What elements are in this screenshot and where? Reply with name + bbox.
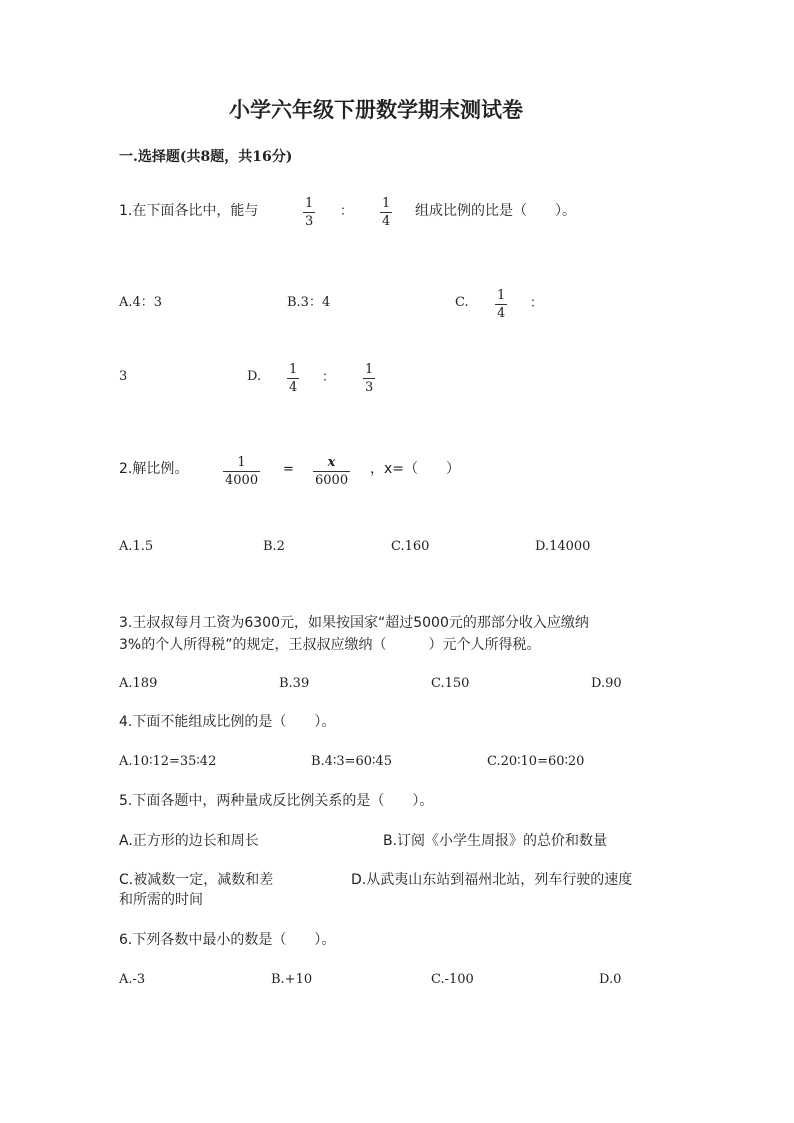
q1-option-d-label: D.	[247, 369, 262, 384]
q6-stem: 6.下列各数中最小的数是（ ）。	[119, 932, 336, 948]
q4-option-a[interactable]: A.10∶12=35∶42	[119, 754, 217, 769]
q3-option-d[interactable]: D.90	[591, 676, 622, 691]
q1-option-d-fraction-2	[363, 362, 375, 395]
q6-option-b[interactable]: B.+10	[271, 972, 313, 987]
q6-option-a[interactable]: A.-3	[119, 972, 146, 987]
page-title: 小学六年级下册数学期末测试卷	[229, 97, 523, 122]
q3-option-a[interactable]: A.189	[119, 676, 158, 691]
q1-option-c-label: C.	[455, 295, 469, 310]
q1-fraction-a-numerator: 1	[305, 196, 314, 211]
q1-option-c-colon: ：	[530, 296, 544, 311]
q1-option-d-numerator-2: 1	[365, 362, 374, 377]
q1-option-d-colon: ：	[322, 370, 336, 385]
q1-option-b[interactable]: B.3：4	[287, 295, 331, 310]
q1-option-c-fraction	[495, 288, 507, 321]
q5-option-c[interactable]: C.被减数一定，减数和差	[119, 872, 274, 888]
q2-stem: 2.解比例。	[119, 461, 189, 477]
q2-fraction-a-denominator: 4000	[225, 473, 259, 488]
q1-fraction-a-denominator: 3	[305, 214, 314, 229]
q5-option-d-line-2: 和所需的时间	[119, 892, 203, 908]
q4-stem: 4.下面不能组成比例的是（ ）。	[119, 714, 336, 730]
q3-stem-line-2: 3%的个人所得税”的规定，王叔叔应缴纳（ ）元个人所得税。	[119, 637, 541, 653]
q6-option-d[interactable]: D.0	[599, 972, 622, 987]
q2-fraction-a	[223, 455, 260, 488]
q1-stem-end: 组成比例的比是（ ）。	[415, 203, 576, 219]
q1-stem: 1.在下面各比中，能与	[119, 203, 259, 219]
q4-option-c[interactable]: C.20∶10=60∶20	[487, 754, 585, 769]
q1-fraction-b	[380, 196, 392, 229]
q2-option-a[interactable]: A.1.5	[119, 539, 154, 554]
q1-fraction-b-numerator: 1	[382, 196, 391, 211]
q5-stem: 5.下面各题中，两种量成反比例关系的是（ ）。	[119, 793, 434, 809]
q3-option-c[interactable]: C.150	[431, 676, 470, 691]
q6-option-c[interactable]: C.-100	[431, 972, 474, 987]
q1-option-c-numerator: 1	[497, 288, 506, 303]
q2-equals-sign: =	[283, 462, 294, 477]
q1-option-d-denominator-1: 4	[289, 380, 298, 395]
q1-fraction-b-denominator: 4	[382, 214, 391, 229]
section-heading: 一.选择题(共8题，共16分)	[119, 149, 293, 165]
q4-option-b[interactable]: B.4∶3=60∶45	[311, 754, 392, 769]
q5-option-a[interactable]: A.正方形的边长和周长	[119, 833, 259, 849]
q1-option-c-tail: 3	[119, 369, 128, 384]
q2-fraction-b	[313, 455, 350, 488]
q2-fraction-b-denominator: 6000	[315, 473, 349, 488]
q1-ratio-colon: ：	[340, 204, 354, 219]
q1-option-a[interactable]: A.4：3	[119, 295, 163, 310]
q3-option-b[interactable]: B.39	[279, 676, 310, 691]
q2-stem-end: ，x=（ ）	[370, 461, 461, 477]
q1-option-d-fraction-1	[287, 362, 299, 395]
q2-option-c[interactable]: C.160	[391, 539, 430, 554]
q2-fraction-a-numerator: 1	[237, 455, 246, 470]
q2-option-d[interactable]: D.14000	[535, 539, 591, 554]
q1-option-d-denominator-2: 3	[365, 380, 374, 395]
q3-stem-line-1: 3.王叔叔每月工资为6300元，如果按国家“超过5000元的那部分收入应缴纳	[119, 615, 589, 631]
q1-option-d-numerator-1: 1	[289, 362, 298, 377]
q5-option-d-line-1: D.从武夷山东站到福州北站，列车行驶的速度	[351, 872, 633, 888]
q1-option-c-denominator: 4	[497, 306, 506, 321]
q2-fraction-b-numerator: x	[327, 455, 336, 470]
q1-fraction-a	[303, 196, 315, 229]
q5-option-b[interactable]: B.订阅《小学生周报》的总价和数量	[383, 833, 608, 849]
q2-option-b[interactable]: B.2	[263, 539, 285, 554]
